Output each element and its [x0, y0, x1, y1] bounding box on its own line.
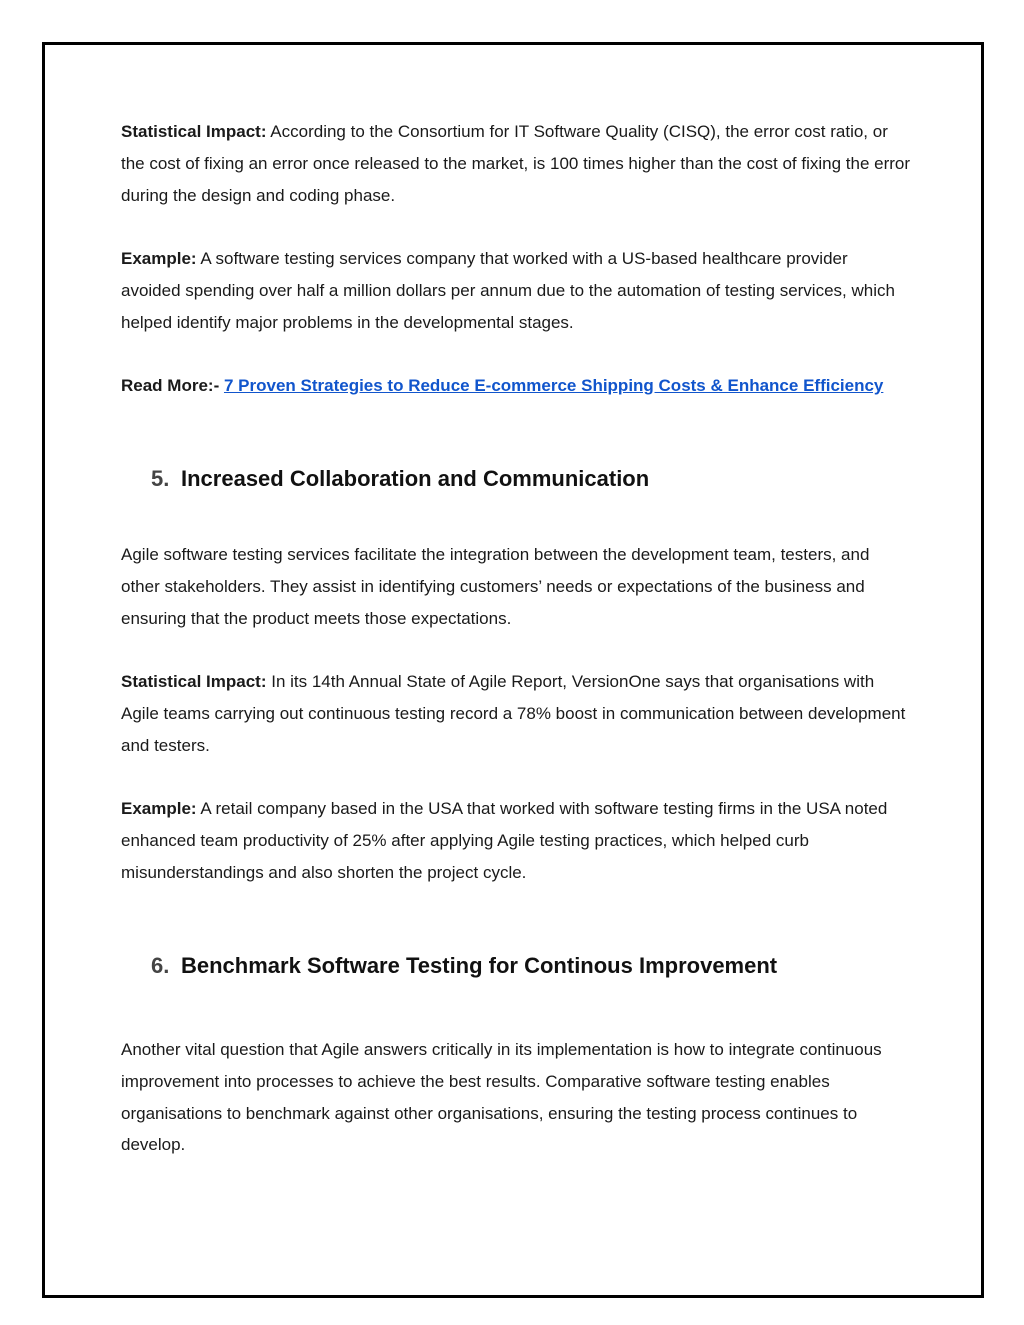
section-6-intro-text: Another vital question that Agile answers critically in its implementation is how to integrate continuous improvement into processes to achieve the best results. Comparative software testing enables organisations to benchmark against other organisations, ensuring the testing process continues to develop.: [121, 1040, 882, 1155]
section-5-title: Increased Collaboration and Communication: [181, 466, 650, 491]
section-6-heading: [151, 952, 777, 980]
example-label-2: Example:: [121, 799, 197, 818]
section-6-number: 6.: [151, 953, 170, 978]
example-paragraph-2: [121, 793, 911, 888]
read-more-paragraph: [121, 370, 911, 402]
stat-impact-text-2: In its 14th Annual State of Agile Report, VersionOne says that organisations with Agile teams carrying out continuous testing record a 78% boost in communication between development and testers.: [121, 672, 906, 755]
read-more-link[interactable]: 7 Proven Strategies to Reduce E-commerce Shipping Costs & Enhance Efficiency: [223, 376, 884, 395]
stat-impact-label-2: Statistical Impact:: [121, 672, 267, 691]
section-5-number: 5.: [151, 466, 170, 491]
section-5-intro-text: Agile software testing services facilitate the integration between the development team, testers, and other stakeholders. They assist in identifying customers’ needs or expectations of the business and ensuring that the product meets those expectations.: [121, 545, 870, 628]
section-6-intro: [121, 1034, 911, 1161]
read-more-label: Read More:-: [121, 376, 220, 395]
example-text: A software testing services company that worked with a US-based healthcare provider avoided spending over half a million dollars per annum due to the automation of testing services, which helped identify major problems in the developmental stages.: [121, 249, 895, 332]
example-text-2: A retail company based in the USA that worked with software testing firms in the USA noted enhanced team productivity of 25% after applying Agile testing practices, which helped curb misunderstandings and also shorten the project cycle.: [121, 799, 888, 882]
stat-impact-paragraph-2: [121, 666, 911, 761]
section-5-heading: [151, 465, 649, 493]
section-5-intro: [121, 539, 911, 634]
stat-impact-label: Statistical Impact:: [121, 122, 267, 141]
stat-impact-paragraph-1: [121, 116, 911, 211]
example-paragraph-1: [121, 243, 911, 338]
stat-impact-text: According to the Consortium for IT Software Quality (CISQ), the error cost ratio, or the cost of fixing an error once released to the market, is 100 times higher than the cost of fixing the error during the design and coding phase.: [121, 122, 911, 205]
example-label: Example:: [121, 249, 197, 268]
section-6-title: Benchmark Software Testing for Continous Improvement: [181, 953, 778, 978]
